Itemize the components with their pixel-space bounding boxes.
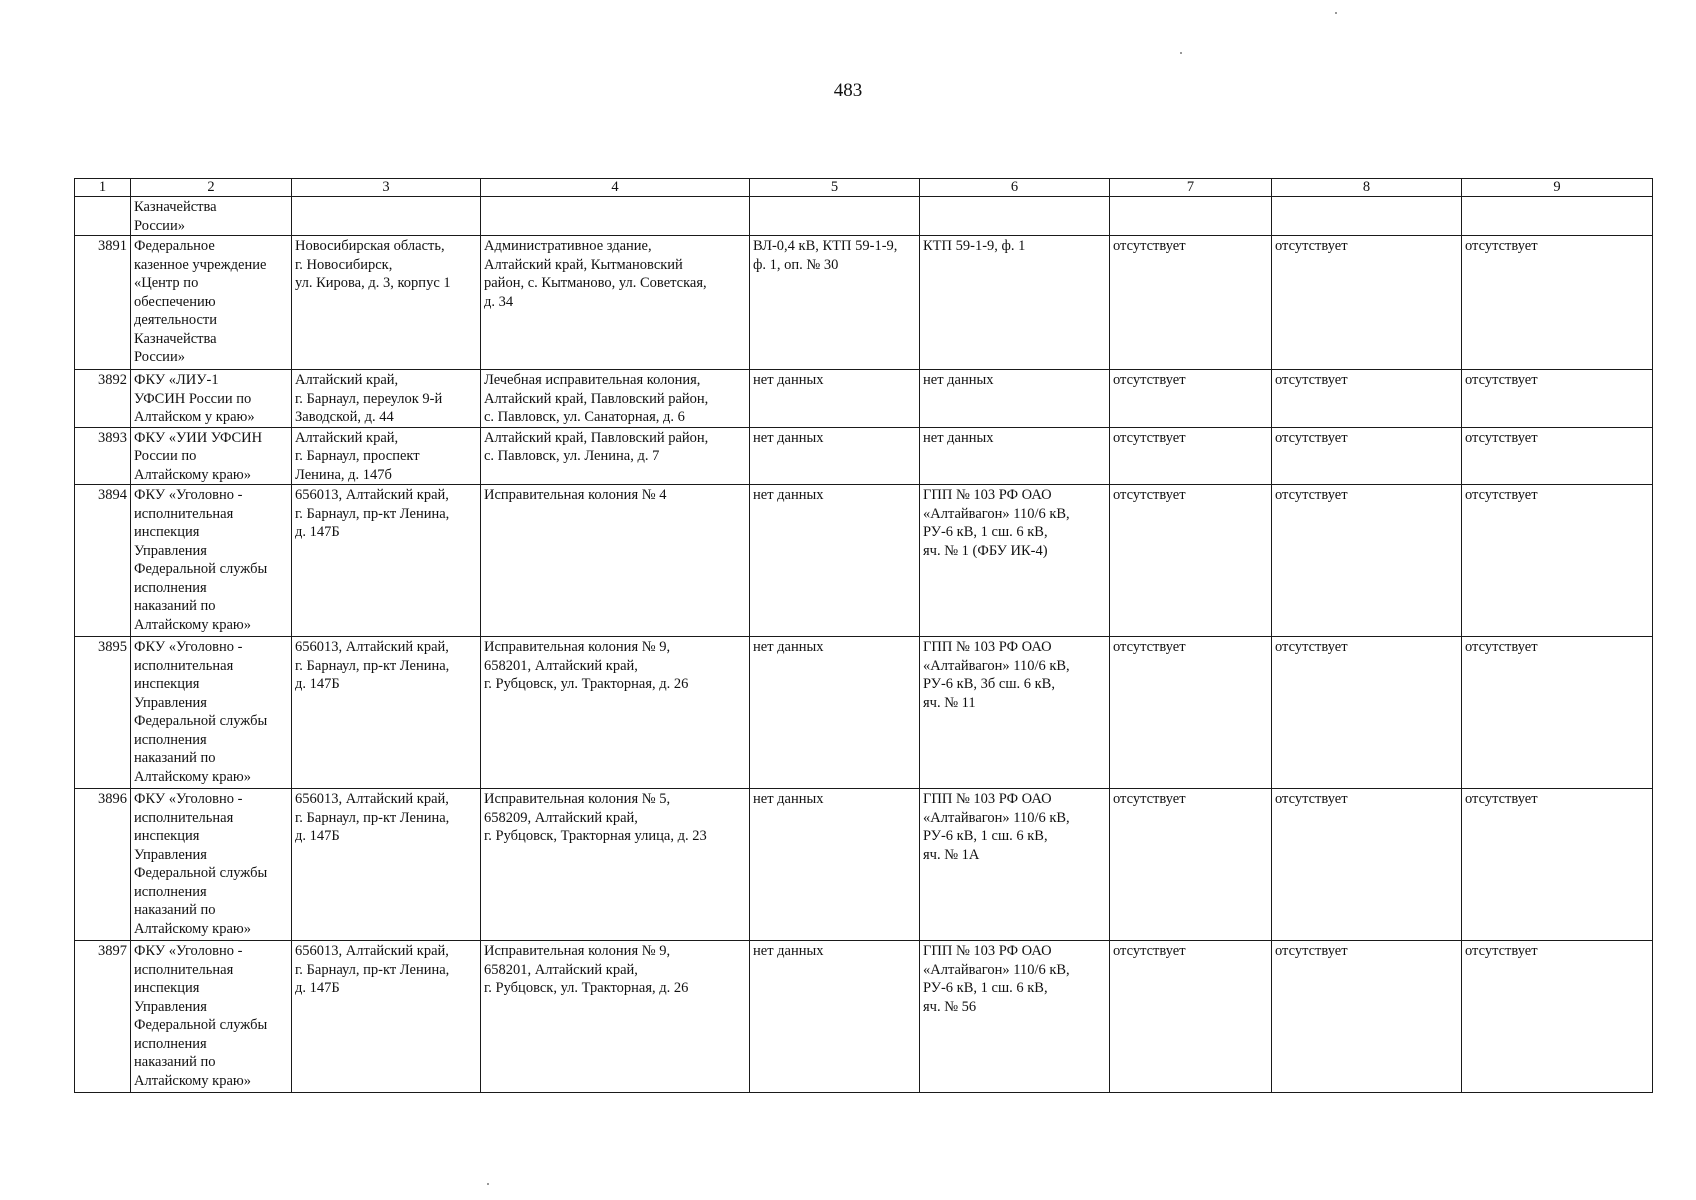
table-cell: нет данных	[750, 370, 920, 428]
registry-table	[74, 178, 1653, 1093]
table-cell	[481, 197, 750, 236]
table-cell: отсутствует	[1110, 427, 1272, 485]
table-header	[75, 179, 1653, 197]
table-cell: Алтайский край, г. Барнаул, переулок 9-й Заводской, д. 44	[292, 370, 481, 428]
table-row	[75, 941, 1653, 1093]
scan-speck	[1335, 12, 1337, 14]
table-body	[75, 197, 1653, 1093]
table-cell: Алтайский край, г. Барнаул, проспект Ленина, д. 147б	[292, 427, 481, 485]
table-cell: Алтайский край, Павловский район, с. Павловск, ул. Ленина, д. 7	[481, 427, 750, 485]
table-row	[75, 236, 1653, 370]
table-cell	[750, 197, 920, 236]
header-row	[75, 179, 1653, 197]
table-cell: нет данных	[750, 637, 920, 789]
table-cell: отсутствует	[1462, 236, 1653, 370]
table-cell: отсутствует	[1272, 427, 1462, 485]
table-cell: отсутствует	[1462, 485, 1653, 637]
column-header: 3	[292, 179, 481, 197]
scan-speck	[1180, 52, 1182, 54]
column-header: 8	[1272, 179, 1462, 197]
row-number: 3894	[75, 485, 131, 637]
table-cell: ФКУ «ЛИУ-1 УФСИН России по Алтайском у краю»	[131, 370, 292, 428]
table-cell: 656013, Алтайский край, г. Барнаул, пр-кт Ленина, д. 147Б	[292, 789, 481, 941]
table-cell	[75, 197, 131, 236]
column-header: 7	[1110, 179, 1272, 197]
table-row	[75, 789, 1653, 941]
table-row	[75, 427, 1653, 485]
row-number: 3895	[75, 637, 131, 789]
table-cell: ГПП № 103 РФ ОАО «Алтайвагон» 110/6 кВ, РУ-6 кВ, 3б сш. 6 кВ, яч. № 11	[920, 637, 1110, 789]
table-cell: отсутствует	[1272, 370, 1462, 428]
table-row	[75, 370, 1653, 428]
row-number: 3896	[75, 789, 131, 941]
table-cell	[1272, 197, 1462, 236]
table-cell: ФКУ «Уголовно - исполнительная инспекция Управления Федеральной службы исполнения наказаний по Алтайскому краю»	[131, 789, 292, 941]
table-cell: отсутствует	[1272, 637, 1462, 789]
table-cell: Административное здание, Алтайский край, Кытмановский район, с. Кытманово, ул. Советская, д. 34	[481, 236, 750, 370]
table-cell: Исправительная колония № 9, 658201, Алтайский край, г. Рубцовск, ул. Тракторная, д. 26	[481, 941, 750, 1093]
table-cell: Лечебная исправительная колония, Алтайский край, Павловский район, с. Павловск, ул. Санаторная, д. 6	[481, 370, 750, 428]
row-number: 3897	[75, 941, 131, 1093]
table-cell: Исправительная колония № 5, 658209, Алтайский край, г. Рубцовск, Тракторная улица, д. 23	[481, 789, 750, 941]
table-cell: 656013, Алтайский край, г. Барнаул, пр-кт Ленина, д. 147Б	[292, 637, 481, 789]
table-cell: нет данных	[920, 370, 1110, 428]
column-header: 2	[131, 179, 292, 197]
column-header: 5	[750, 179, 920, 197]
table-cell: отсутствует	[1462, 789, 1653, 941]
table-cell: 656013, Алтайский край, г. Барнаул, пр-кт Ленина, д. 147Б	[292, 485, 481, 637]
column-header: 1	[75, 179, 131, 197]
scan-speck	[487, 1183, 489, 1185]
table-cell: ГПП № 103 РФ ОАО «Алтайвагон» 110/6 кВ, РУ-6 кВ, 1 сш. 6 кВ, яч. № 56	[920, 941, 1110, 1093]
table-cell: отсутствует	[1110, 941, 1272, 1093]
table-cell: Казначейства России»	[131, 197, 292, 236]
page-number: 483	[833, 80, 863, 101]
table-cell: Исправительная колония № 4	[481, 485, 750, 637]
table-cell	[292, 197, 481, 236]
row-number: 3893	[75, 427, 131, 485]
table-cell: отсутствует	[1110, 236, 1272, 370]
table-cell: ФКУ «Уголовно - исполнительная инспекция Управления Федеральной службы исполнения наказаний по Алтайскому краю»	[131, 485, 292, 637]
table-cell: нет данных	[920, 427, 1110, 485]
table-cell	[1110, 197, 1272, 236]
column-header: 4	[481, 179, 750, 197]
table-cell: ФКУ «Уголовно - исполнительная инспекция Управления Федеральной службы исполнения наказаний по Алтайскому краю»	[131, 637, 292, 789]
table-cell: отсутствует	[1462, 941, 1653, 1093]
table-cell: отсутствует	[1272, 789, 1462, 941]
table-row	[75, 637, 1653, 789]
table-cell: ГПП № 103 РФ ОАО «Алтайвагон» 110/6 кВ, РУ-6 кВ, 1 сш. 6 кВ, яч. № 1 (ФБУ ИК-4)	[920, 485, 1110, 637]
table-cell: отсутствует	[1110, 370, 1272, 428]
table-cell: отсутствует	[1462, 427, 1653, 485]
column-header: 6	[920, 179, 1110, 197]
table-cell: КТП 59-1-9, ф. 1	[920, 236, 1110, 370]
table-cell: отсутствует	[1110, 789, 1272, 941]
table-cell: нет данных	[750, 485, 920, 637]
table-cell	[920, 197, 1110, 236]
table-cell	[1462, 197, 1653, 236]
row-number: 3892	[75, 370, 131, 428]
table-cell: ГПП № 103 РФ ОАО «Алтайвагон» 110/6 кВ, РУ-6 кВ, 1 сш. 6 кВ, яч. № 1А	[920, 789, 1110, 941]
table-cell: отсутствует	[1110, 485, 1272, 637]
table-cell: Новосибирская область, г. Новосибирск, ул. Кирова, д. 3, корпус 1	[292, 236, 481, 370]
table-cell: ФКУ «Уголовно - исполнительная инспекция Управления Федеральной службы исполнения наказаний по Алтайскому краю»	[131, 941, 292, 1093]
table-cell: Федеральное казенное учреждение «Центр по обеспечению деятельности Казначейства России»	[131, 236, 292, 370]
row-number: 3891	[75, 236, 131, 370]
table-cell: отсутствует	[1272, 236, 1462, 370]
table-cell: 656013, Алтайский край, г. Барнаул, пр-кт Ленина, д. 147Б	[292, 941, 481, 1093]
table-cell: отсутствует	[1110, 637, 1272, 789]
table-cell: ФКУ «УИИ УФСИН России по Алтайскому краю»	[131, 427, 292, 485]
table-cell: отсутствует	[1272, 941, 1462, 1093]
table-cell: отсутствует	[1462, 637, 1653, 789]
table-cell: отсутствует	[1462, 370, 1653, 428]
table-cell: нет данных	[750, 427, 920, 485]
table-row	[75, 485, 1653, 637]
table-cell: отсутствует	[1272, 485, 1462, 637]
continuation-row	[75, 197, 1653, 236]
table-cell: Исправительная колония № 9, 658201, Алтайский край, г. Рубцовск, ул. Тракторная, д. 26	[481, 637, 750, 789]
table-cell: нет данных	[750, 789, 920, 941]
table-cell: ВЛ-0,4 кВ, КТП 59-1-9, ф. 1, оп. № 30	[750, 236, 920, 370]
table-cell: нет данных	[750, 941, 920, 1093]
column-header: 9	[1462, 179, 1653, 197]
